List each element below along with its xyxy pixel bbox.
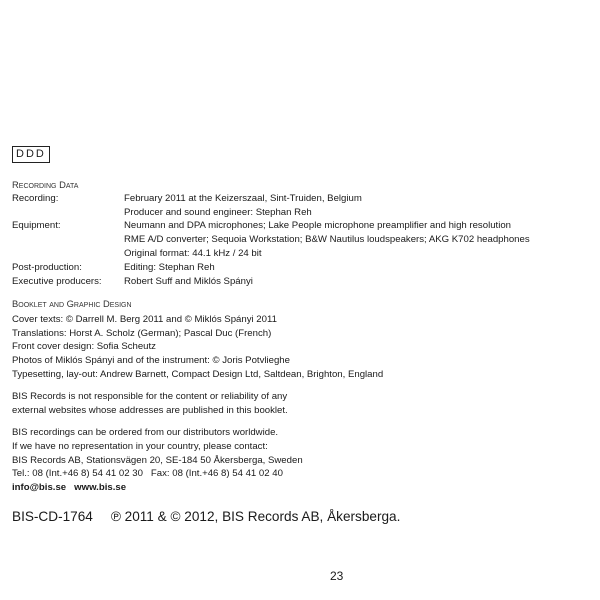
recording-row <box>12 192 530 220</box>
contact-line: If we have no representation in your country, please contact: <box>12 440 268 452</box>
email-link[interactable]: info@bis.se <box>12 482 67 494</box>
executive-producers-row <box>12 275 530 289</box>
disclaimer-line: external websites whose addresses are published in this booklet. <box>12 404 288 416</box>
recording-value: Producer and sound engineer: Stephan Reh <box>124 206 312 218</box>
booklet-line: Photos of Miklós Spányi and of the instrument: © Joris Potvlieghe <box>12 355 290 367</box>
equipment-label: Equipment: <box>12 220 61 232</box>
equipment-row <box>12 219 530 260</box>
booklet-line: Cover texts: © Darrell M. Berg 2011 and © Miklós Spányi 2011 <box>12 313 277 325</box>
website-link[interactable]: www.bis.se <box>74 482 127 494</box>
disclaimer-line: BIS Records is not responsible for the content or reliability of any <box>12 391 288 402</box>
post-production-value: Editing: Stephan Reh <box>124 261 215 273</box>
recording-label: Recording: <box>12 192 59 204</box>
booklet-section <box>12 297 383 382</box>
recording-value: February 2011 at the Keizerszaal, Sint-Truiden, Belgium <box>124 192 362 204</box>
recording-data-heading: Recording Data <box>12 179 79 190</box>
page-number: 23 <box>330 569 344 583</box>
equipment-value: Original format: 44.1 kHz / 24 bit <box>124 247 262 259</box>
booklet-line: Front cover design: Sofia Scheutz <box>12 341 156 353</box>
post-production-label: Post-production: <box>12 261 82 273</box>
contact-line: BIS recordings can be ordered from our distributors worldwide. <box>12 427 279 438</box>
booklet-line: Typesetting, lay-out: Andrew Barnett, Compact Design Ltd, Saltdean, Brighton, England <box>12 368 384 380</box>
recording-data-section <box>12 178 530 288</box>
catalog-number: BIS-CD-1764 <box>12 509 93 524</box>
contact-section <box>12 426 303 495</box>
footer <box>12 508 418 526</box>
post-production-row <box>12 261 530 275</box>
equipment-value: Neumann and DPA microphones; Lake People microphone preamplifier and high resolution <box>124 220 512 232</box>
ddd-badge: DDD <box>12 146 50 163</box>
disclaimer <box>12 390 288 418</box>
contact-line: Tel.: 08 (Int.+46 8) 54 41 02 30 Fax: 08 (Int.+46 8) 54 41 02 40 <box>12 468 283 480</box>
booklet-heading: Booklet and Graphic Design <box>12 298 132 309</box>
copyright: ℗ 2011 & © 2012, BIS Records AB, Åkersberga. <box>110 509 401 524</box>
contact-line: BIS Records AB, Stationsvägen 20, SE-184 50 Åkersberga, Sweden <box>12 454 303 466</box>
executive-producers-value: Robert Suff and Miklós Spányi <box>124 275 253 287</box>
executive-producers-label: Executive producers: <box>12 275 102 287</box>
booklet-line: Translations: Horst A. Scholz (German); Pascal Duc (French) <box>12 327 272 339</box>
equipment-value: RME A/D converter; Sequoia Workstation; B&W Nautilus loudspeakers; AKG K702 headphones <box>124 234 530 246</box>
